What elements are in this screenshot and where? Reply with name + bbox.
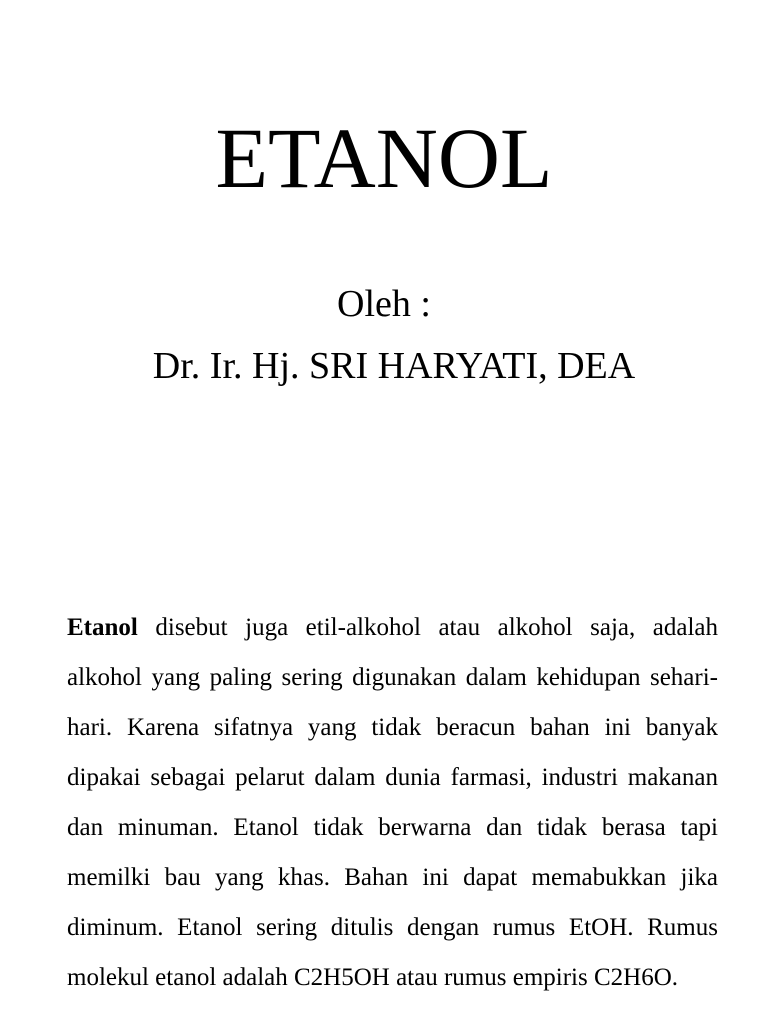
document-title: ETANOL xyxy=(215,110,553,206)
author-prefix: Oleh : xyxy=(337,283,431,325)
body-paragraph xyxy=(67,603,718,1003)
term-etanol: Etanol xyxy=(67,614,138,641)
paragraph-text: disebut juga etil-alkohol atau alkohol saja, adalah alkohol yang paling sering digunakan dalam kehidupan sehari-hari. Karena sifatnya yang tidak beracun bahan ini banyak dipakai sebagai pelarut dalam dunia farmasi, industri makanan dan minuman. Etanol tidak berwarna dan tidak berasa tapi memilki bau yang khas. Bahan ini dapat memabukkan jika diminum. Etanol sering ditulis dengan rumus EtOH. Rumus molekul etanol adalah C2H5OH atau rumus empiris C2H6O. xyxy=(67,614,718,991)
author-name: Dr. Ir. Hj. SRI HARYATI, DEA xyxy=(152,345,636,387)
